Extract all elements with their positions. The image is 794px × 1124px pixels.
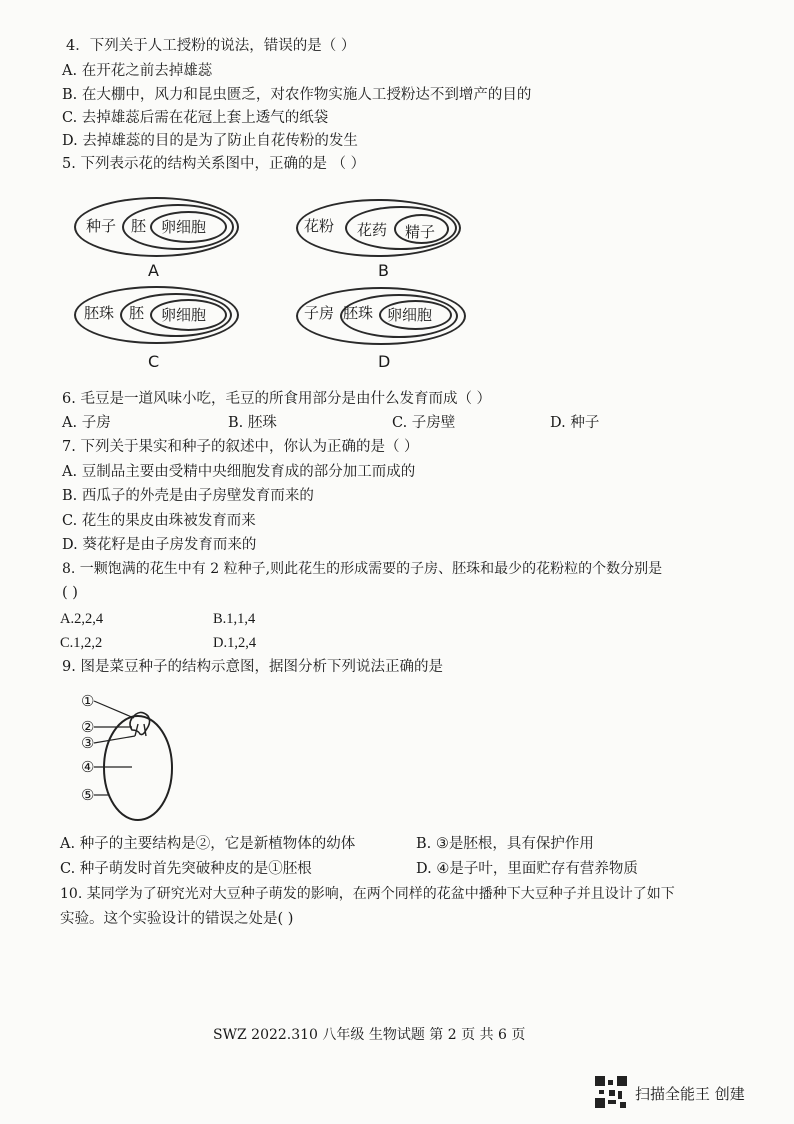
- q6-option-b: B. 胚珠: [228, 415, 277, 431]
- q7-option-a: A. 豆制品主要由受精中央细胞发育成的部分加工而成的: [62, 464, 416, 480]
- q8-option-d: D.1,2,4: [213, 635, 257, 651]
- inner-label: 卵细胞: [161, 218, 207, 236]
- seed-label-3: ③: [81, 734, 95, 752]
- q4-option-d: D. 去掉雄蕊的目的是为了防止自花传粉的发生: [62, 133, 358, 149]
- q4-option-a: A. 在开花之前去掉雄蕊: [62, 63, 213, 79]
- q6-option-a: A. 子房: [62, 415, 111, 431]
- page-footer: SWZ 2022.310 八年级 生物试题 第 2 页 共 6 页: [213, 1027, 526, 1043]
- q6-option-d: D. 种子: [550, 415, 600, 431]
- q9-option-c: C. 种子萌发时首先突破种皮的是①胚根: [60, 861, 312, 877]
- q7-option-b: B. 西瓜子的外壳是由子房壁发育而来的: [62, 488, 314, 504]
- diagram-letter: B: [378, 261, 389, 280]
- q8-option-b: B.1,1,4: [213, 611, 256, 627]
- q4-option-c: C. 去掉雄蕊后需在花冠上套上透气的纸袋: [62, 110, 329, 126]
- diagram-letter: D: [378, 352, 391, 371]
- q9-stem: 9. 图是菜豆种子的结构示意图，据图分析下列说法正确的是: [62, 659, 443, 675]
- middle-label: 胚: [131, 217, 147, 235]
- inner-label: 精子: [405, 223, 436, 241]
- q8-answer-paren: ( ): [62, 585, 78, 601]
- middle-label: 胚珠: [343, 304, 374, 322]
- outer-label: 胚珠: [84, 304, 115, 322]
- q6-stem: 6. 毛豆是一道风味小吃，毛豆的所食用部分是由什么发育而成（ ）: [62, 391, 492, 407]
- scanner-brand-label: 扫描全能王 创建: [635, 1085, 745, 1103]
- q8-stem: 8. 一颗饱满的花生中有 2 粒种子,则此花生的形成需要的子房、胚珠和最少的花粉粒的个数分别是: [62, 561, 663, 577]
- inner-label: 卵细胞: [387, 306, 433, 324]
- middle-label: 胚: [129, 304, 145, 322]
- outer-label: 子房: [304, 304, 335, 322]
- q6-option-c: C. 子房壁: [392, 415, 456, 431]
- q4-option-b: B. 在大棚中，风力和昆虫匮乏，对农作物实施人工授粉达不到增产的目的: [62, 87, 532, 103]
- q8-option-c: C.1,2,2: [60, 635, 103, 651]
- q10-line-2: 实验。这个实验设计的错误之处是( ): [60, 911, 294, 927]
- seed-label-5: ⑤: [81, 786, 95, 804]
- q9-option-d: D. ④是子叶，里面贮存有营养物质: [416, 861, 638, 877]
- seed-label-2: ②: [81, 718, 95, 736]
- diagram-letter: A: [148, 261, 159, 280]
- diagram-letter: C: [148, 352, 160, 371]
- qr-code-icon: [595, 1076, 627, 1108]
- q8-option-a: A.2,2,4: [60, 611, 104, 627]
- outer-label: 种子: [86, 217, 117, 235]
- middle-label: 花药: [357, 221, 388, 239]
- q9-option-a: A. 种子的主要结构是②，它是新植物体的幼体: [60, 836, 356, 852]
- outer-label: 花粉: [304, 217, 335, 235]
- q10-line-1: 10. 某同学为了研究光对大豆种子萌发的影响，在两个同样的花盆中播种下大豆种子并且设计了如下: [60, 886, 675, 902]
- seed-label-1: ①: [81, 692, 95, 710]
- q9-option-b: B. ③是胚根，具有保护作用: [416, 836, 594, 852]
- q7-option-d: D. 葵花籽是由子房发育而来的: [62, 537, 257, 553]
- q7-option-c: C. 花生的果皮由珠被发育而来: [62, 513, 256, 529]
- q4-stem: 4．下列关于人工授粉的说法，错误的是（ ）: [66, 38, 356, 54]
- q5-stem: 5. 下列表示花的结构关系图中，正确的是 （ ）: [62, 156, 366, 172]
- inner-label: 卵细胞: [161, 306, 207, 324]
- seed-label-4: ④: [81, 758, 95, 776]
- q7-stem: 7. 下列关于果实和种子的叙述中，你认为正确的是（ ）: [62, 439, 419, 455]
